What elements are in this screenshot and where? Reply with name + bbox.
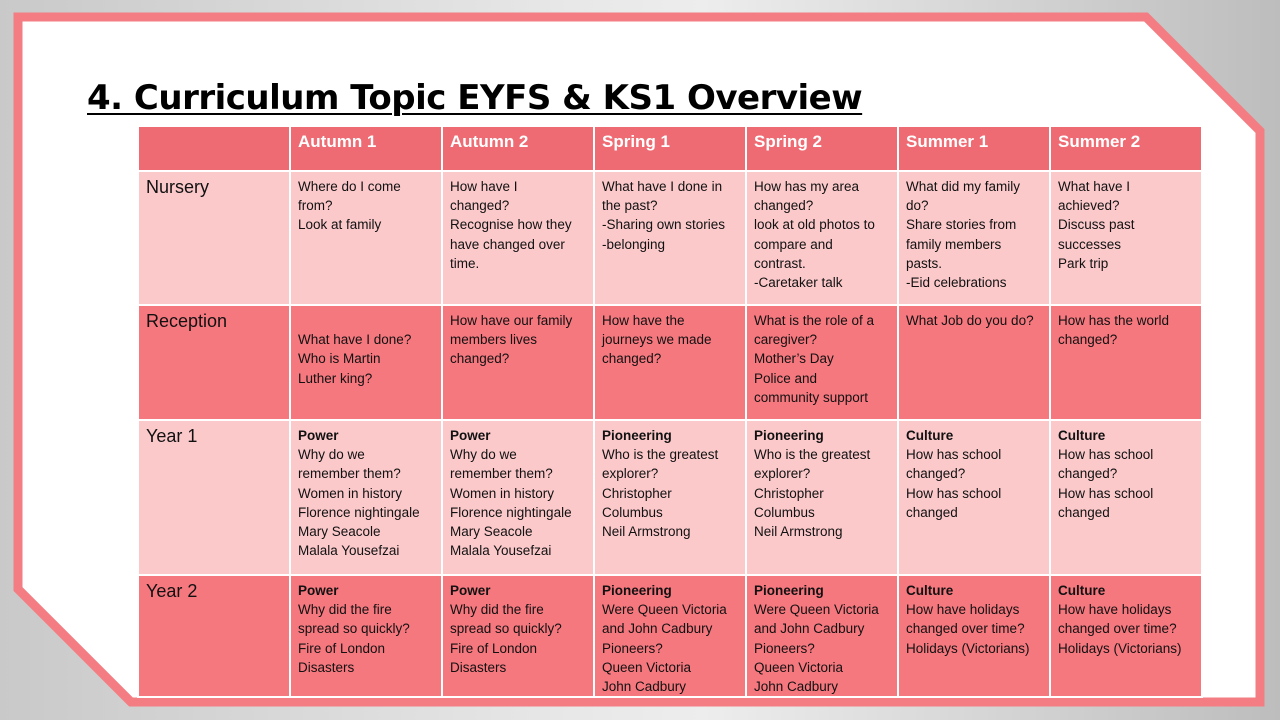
table-cell [442,305,594,420]
cell-text-line: remember them? [298,466,401,482]
cell-text-line: Who is the greatest [602,447,719,463]
cell-text-line: John Cadbury [754,679,839,695]
table-row [138,305,1202,420]
table-cell [898,171,1050,305]
cell-text-line: Mary Seacole [298,524,381,540]
cell-text-line: What have I done in [602,179,723,194]
cell-text-line: Fire of London [450,640,538,656]
cell-text-line: Pioneers? [754,640,815,656]
cell-text-line: remember them? [450,466,553,482]
cell-text-line: What is the role of a [754,313,875,328]
cell-text-line: Christopher [754,485,824,501]
table-row [138,171,1202,305]
cell-text-line: Were Queen Victoria [754,602,879,618]
cell-text-line: Mary Seacole [450,524,533,540]
cell-text-line: spread so quickly? [298,621,410,637]
cell-theme-heading: Culture [1058,583,1106,598]
column-header-summer-2: Summer 2 [1050,126,1202,171]
cell-text-line: journeys we made [602,332,712,348]
table-cell [1050,575,1202,697]
cell-text-line: Disasters [450,659,507,675]
table-cell [290,575,442,697]
cell-theme-heading: Power [298,583,339,598]
cell-text-line: How have our family [450,313,573,328]
cell-text-line: Were Queen Victoria [602,602,727,618]
cell-text-line: Mother’s Day [754,351,834,367]
cell-text-line: Columbus [754,504,815,520]
cell-text-line: How have the [602,313,685,328]
cell-text-line: Columbus [602,504,663,520]
cell-text-line: changed? [450,351,510,367]
cell-theme-heading: Culture [906,428,954,443]
cell-text-line: Recognise how they [450,217,572,233]
table-cell [1050,171,1202,305]
cell-text-line: look at old photos to [754,217,875,233]
cell-text-line: Florence nightingale [298,504,420,520]
table-row [138,420,1202,575]
table-cell [746,575,898,697]
cell-text-line: How has school [906,447,1002,463]
cell-text-line: How have holidays [1058,602,1172,618]
cell-text-line: Discuss past [1058,217,1135,233]
table-cell [746,305,898,420]
cell-text-line: Look at family [298,217,382,233]
curriculum-table [137,125,1203,698]
table-cell [594,305,746,420]
cell-text-line: from? [298,198,333,214]
cell-text-line: spread so quickly? [450,621,562,637]
table-cell [442,171,594,305]
cell-theme-heading: Pioneering [602,583,672,598]
cell-text-line: Why do we [298,447,365,463]
cell-text-line: How has school [1058,447,1154,463]
cell-text-line: Luther king? [298,370,373,386]
table-cell [594,575,746,697]
cell-text-line: How has school [1058,485,1154,501]
column-header-spring-2: Spring 2 [746,126,898,171]
cell-text-line: -Caretaker talk [754,275,843,291]
cell-text-line: changed? [906,466,966,482]
row-label: Reception [138,305,290,420]
cell-text-line: Women in history [450,485,555,501]
cell-text-line: and John Cadbury [602,621,713,637]
column-header-autumn-2: Autumn 2 [442,126,594,171]
cell-theme-heading: Pioneering [602,428,672,443]
cell-text-line: John Cadbury [602,679,687,695]
cell-text-line: family members [906,236,1002,252]
cell-text-line: Pioneers? [602,640,663,656]
cell-text-line: do? [906,198,929,214]
cell-text-line [298,311,435,330]
cell-theme-heading: Power [450,583,491,598]
cell-text-line: changed? [450,198,510,214]
cell-text-line: contrast. [754,255,806,271]
cell-text-line: -Eid celebrations [906,275,1007,291]
table-cell [594,420,746,575]
cell-text-line: Where do I come [298,179,401,194]
table-cell [594,171,746,305]
cell-text-line: Holidays (Victorians) [906,640,1030,656]
cell-text-line: members lives [450,332,538,348]
cell-text-line: Why did the fire [450,602,544,618]
cell-text-line: How has my area [754,179,860,194]
table-row [138,575,1202,697]
cell-text-line: Disasters [298,659,355,675]
cell-text-line: What have I done? [298,332,412,348]
cell-text-line: and John Cadbury [754,621,865,637]
cell-text-line: achieved? [1058,198,1120,214]
cell-text-line: changed? [1058,332,1118,348]
cell-text-line: Park trip [1058,255,1109,271]
cell-text-line: caregiver? [754,332,818,348]
row-label: Year 1 [138,420,290,575]
cell-theme-heading: Power [298,428,339,443]
table-cell [442,575,594,697]
table-cell [1050,305,1202,420]
cell-text-line: Police and [754,370,818,386]
cell-text-line: pasts. [906,255,943,271]
cell-text-line: What Job do you do? [906,313,1034,328]
cell-text-line: Florence nightingale [450,504,572,520]
row-label: Nursery [138,171,290,305]
cell-text-line: Who is the greatest [754,447,871,463]
cell-text-line: changed? [602,351,662,367]
cell-text-line: How has school [906,485,1002,501]
cell-text-line: What did my family [906,179,1021,194]
column-header-summer-1: Summer 1 [898,126,1050,171]
table-cell [746,171,898,305]
cell-text-line: Queen Victoria [602,659,692,675]
cell-text-line: -belonging [602,236,666,252]
cell-theme-heading: Power [450,428,491,443]
cell-text-line: Share stories from [906,217,1017,233]
cell-text-line: changed over time? [906,621,1025,637]
cell-text-line: successes [1058,236,1122,252]
cell-text-line: Why did the fire [298,602,392,618]
cell-text-line: community support [754,389,869,405]
cell-theme-heading: Pioneering [754,428,824,443]
cell-text-line: changed [906,504,958,520]
table-cell [898,420,1050,575]
cell-text-line: How has the world [1058,313,1170,328]
cell-text-line: changed [1058,504,1110,520]
cell-text-line: explorer? [602,466,659,482]
cell-text-line: -Sharing own stories [602,217,726,233]
cell-text-line: Why do we [450,447,517,463]
table-cell [290,171,442,305]
table-cell [898,305,1050,420]
table-cell [898,575,1050,697]
slide-title: 4. Curriculum Topic EYFS & KS1 Overview [87,78,863,118]
cell-text-line: Queen Victoria [754,659,844,675]
cell-text-line: have changed over [450,236,565,252]
cell-text-line: Malala Yousefzai [450,543,552,559]
cell-text-line: explorer? [754,466,811,482]
header-row [138,126,1202,171]
cell-text-line: Who is Martin [298,351,381,367]
cell-theme-heading: Culture [1058,428,1106,443]
cell-text-line: Holidays (Victorians) [1058,640,1182,656]
cell-text-line: changed? [754,198,814,214]
cell-text-line: Neil Armstrong [602,524,691,540]
cell-text-line: time. [450,255,480,271]
cell-text-line: How have I [450,179,518,194]
cell-theme-heading: Culture [906,583,954,598]
column-header-spring-1: Spring 1 [594,126,746,171]
table-cell [290,305,442,420]
cell-text-line: Malala Yousefzai [298,543,400,559]
table-cell [290,420,442,575]
cell-text-line: Christopher [602,485,672,501]
cell-text-line: What have I [1058,179,1131,194]
cell-theme-heading: Pioneering [754,583,824,598]
row-label: Year 2 [138,575,290,697]
cell-text-line: How have holidays [906,602,1020,618]
cell-text-line: the past? [602,198,658,214]
cell-text-line: changed over time? [1058,621,1177,637]
column-header-autumn-1: Autumn 1 [290,126,442,171]
cell-text-line: compare and [754,236,833,252]
cell-text-line: Fire of London [298,640,386,656]
cell-text-line: Women in history [298,485,403,501]
corner-header-cell [138,126,290,171]
cell-text-line: changed? [1058,466,1118,482]
table-cell [442,420,594,575]
table-cell [746,420,898,575]
table-cell [1050,420,1202,575]
cell-text-line: Neil Armstrong [754,524,843,540]
